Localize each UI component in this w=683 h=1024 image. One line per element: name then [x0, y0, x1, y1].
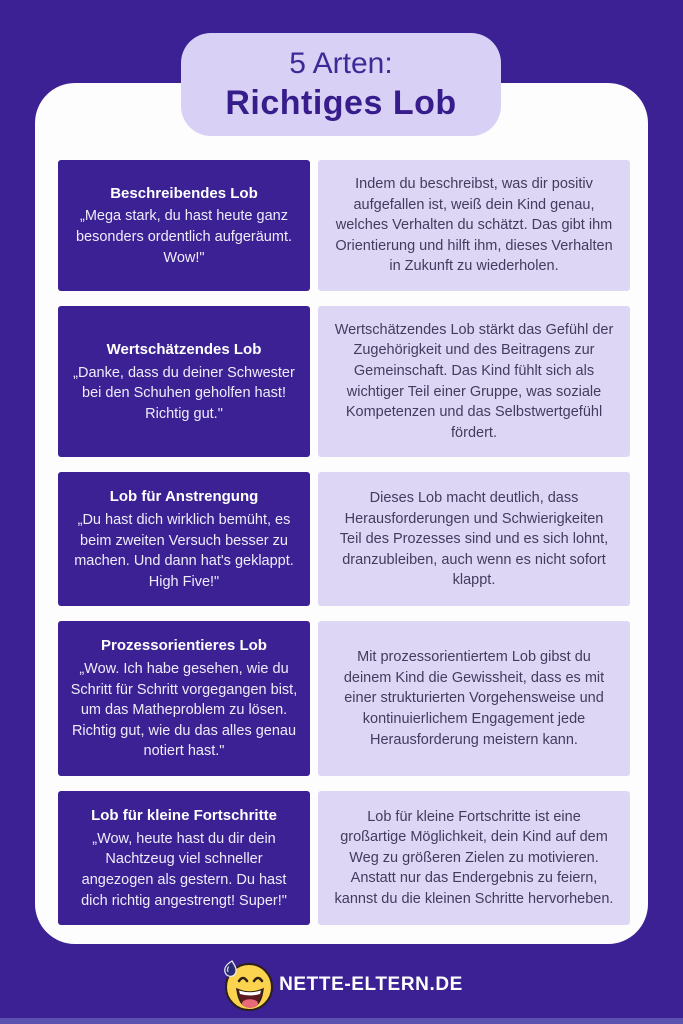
praise-type-title: Lob für kleine Fortschritte: [91, 807, 277, 825]
title-subtitle: 5 Arten:: [289, 46, 393, 80]
praise-example-box: [58, 306, 310, 457]
smiley-with-sweat-icon: [220, 957, 274, 1013]
praise-type-title: Wertschätzendes Lob: [106, 340, 262, 358]
praise-description-text: Lob für kleine Fortschritte ist eine großartige Möglichkeit, dein Kind auf dem Weg zu größeren Zielen zu motivieren. Anstatt nur das Endergebnis zu feiern, kannst du die kleinen Schritte hervorheben.: [334, 808, 614, 907]
praise-row-lob-fuer-kleine-fortschritte: [58, 791, 630, 925]
praise-row-prozessorientieres-lob: [58, 621, 630, 776]
site-name: NETTE-ELTERN.DE: [279, 974, 463, 995]
praise-description-text: Dieses Lob macht deutlich, dass Herausforderungen und Schwierigkeiten Teil des Prozesses sind und es sich lohnt, dranzubleiben, auch wenn es nicht sofort klappt.: [339, 489, 609, 589]
praise-type-title: Prozessorientieres Lob: [101, 637, 267, 655]
praise-example-quote: „Danke, dass du deiner Schwester bei den Schuhen geholfen hast! Richtig gut.": [73, 364, 295, 422]
praise-description-box: [318, 306, 630, 457]
praise-rows: [58, 160, 630, 925]
praise-type-title: Lob für Anstrengung: [109, 488, 259, 506]
praise-description-text: Wertschätzendes Lob stärkt das Gefühl der Zugehörigkeit und des Beitragens zur Gemeinschaft. Das Kind fühlt sich als wichtiger Teil einer Gruppe, was soziale Kompetenzen und das Selbstwertgefühl fördert.: [334, 321, 614, 441]
title-badge: [181, 33, 501, 136]
praise-example-quote: „Wow, heute hast du dir dein Nachtzeug viel schneller angezogen als gestern. Du hast dich richtig angestrengt! Super!": [81, 830, 287, 909]
praise-description-text: Mit prozessorientiertem Lob gibst du deinem Kind die Gewissheit, dass es mit einer strukturierten Vorgehensweise und kontinuierlichem Engagement jede Herausforderung meistern kann.: [343, 649, 605, 748]
content-card: [35, 83, 648, 944]
page-title: Richtiges Lob: [225, 83, 457, 122]
bottom-border-strip: [0, 1018, 683, 1024]
footer-logo: [0, 957, 683, 1013]
praise-example-box: [58, 621, 310, 776]
praise-example-box: [58, 160, 310, 291]
praise-example-quote: „Mega stark, du hast heute ganz besonders ordentlich aufgeräumt. Wow!": [75, 208, 293, 266]
praise-type-title: Beschreibendes Lob: [110, 184, 258, 202]
praise-example-quote: „Du hast dich wirklich bemüht, es beim zweiten Versuch besser zu machen. Und dann hat's geklappt. High Five!": [74, 512, 294, 590]
praise-example-quote: „Wow. Ich habe gesehen, wie du Schritt für Schritt vorgegangen bist, um das Matheproblem zu lösen. Richtig gut, wie du das alles genau notiert hast.": [70, 661, 298, 760]
praise-row-beschreibendes-lob: [58, 160, 630, 291]
praise-description-box: [318, 472, 630, 606]
praise-description-box: [318, 160, 630, 291]
praise-row-lob-fuer-anstrengung: [58, 472, 630, 606]
praise-description-box: [318, 621, 630, 776]
praise-description-box: [318, 791, 630, 925]
praise-row-wertschaetzendes-lob: [58, 306, 630, 457]
praise-example-box: [58, 472, 310, 606]
praise-example-box: [58, 791, 310, 925]
praise-description-text: Indem du beschreibst, was dir positiv aufgefallen ist, weiß dein Kind genau, welches Verhalten du schätzt. Das gibt ihm Orientierung und hilft ihm, dieses Verhalten in Zukunft zu wiederholen.: [335, 176, 613, 275]
